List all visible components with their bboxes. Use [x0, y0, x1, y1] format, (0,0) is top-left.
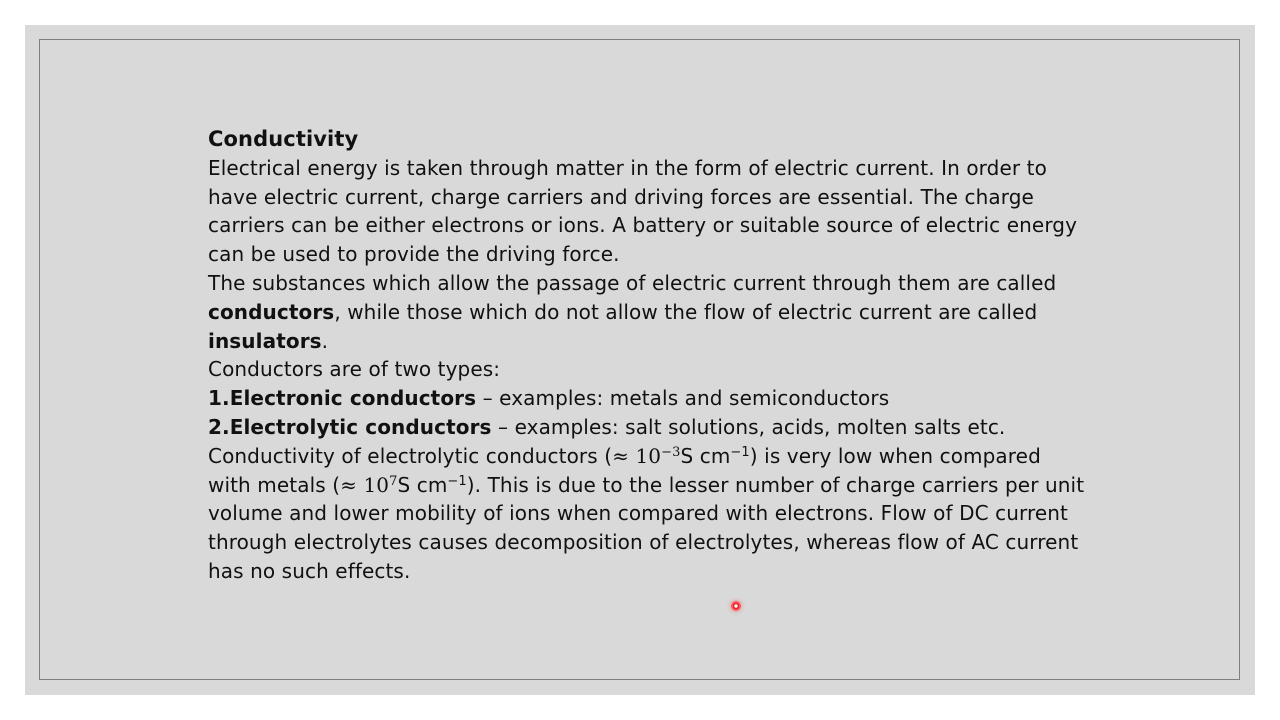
text-segment: ). This is due to the lesser number of charge carriers per unit volume and lower mobility of ions when compared with electrons. Flow of DC current through electrolytes causes decomposition of electrolytes, whereas flow of AC current has no such effects. — [208, 472, 1085, 583]
term-insulators: insulators — [208, 328, 322, 353]
list-item-desc: – examples: salt solutions, acids, molten salts etc. — [491, 414, 1006, 439]
list-item-label: 2.Electrolytic conductors — [208, 414, 492, 439]
list-item-desc: – examples: metals and semiconductors — [476, 386, 890, 411]
unit-text: S cm — [680, 443, 731, 468]
list-item-electronic — [208, 384, 1088, 413]
text-segment: . — [321, 328, 329, 353]
text-segment: , while those which do not allow the flow of electric current are called — [334, 299, 1038, 324]
math-exponent: −3 — [661, 444, 681, 460]
paragraph-conductivity-comparison — [208, 442, 1088, 586]
unit-exponent: −1 — [447, 473, 467, 489]
math-approx: ≈ 10 — [340, 472, 390, 497]
unit-exponent: −1 — [730, 444, 750, 460]
paragraph-conductors-insulators — [208, 269, 1088, 355]
types-intro: Conductors are of two types: — [208, 357, 501, 382]
text-segment: ) is very low when compared with metals ( — [208, 443, 1041, 497]
paragraph-electrical-energy: Electrical energy is taken through matter in the form of electric current. In order to have electric current, charge carriers and driving forces are essential. The charge carriers can be either electrons or ions. A battery or suitable source of electric energy can be used to provide the driving force. — [208, 155, 1078, 267]
slide-title: Conductivity — [208, 127, 359, 151]
math-exponent: 7 — [389, 473, 398, 489]
math-approx: ≈ 10 — [612, 443, 662, 468]
text-segment: Conductivity of electrolytic conductors ( — [208, 443, 613, 468]
laser-pointer-icon — [731, 601, 741, 611]
term-conductors: conductors — [208, 299, 335, 324]
text-segment: The substances which allow the passage of electric current through them are called — [208, 270, 1057, 295]
list-item-label: 1.Electronic conductors — [208, 386, 477, 411]
unit-text: S cm — [397, 472, 448, 497]
list-item-electrolytic — [208, 413, 1088, 442]
slide-content — [208, 125, 1088, 586]
